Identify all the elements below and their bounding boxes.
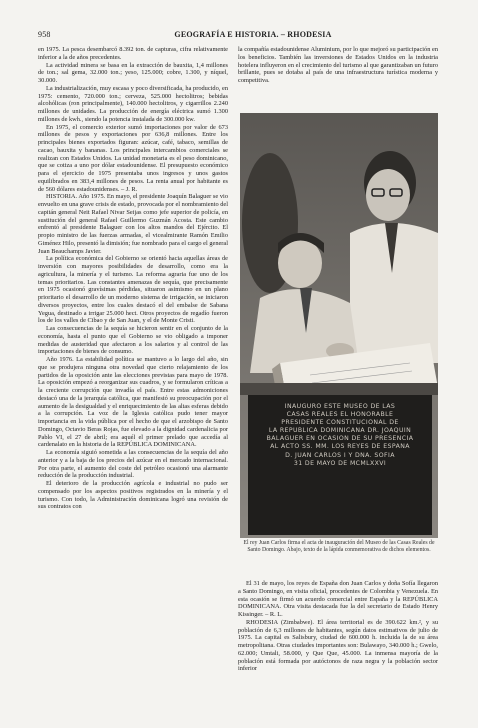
paragraph: La economía siguió sometida a las consecuencias de la sequía del año anterior y a la baja de los precios del azúcar en el mercado internacional. Por otra parte, el aumento del coste del petróleo ocasionó una alarmante reducción de la producción industrial. xyxy=(38,449,228,480)
paragraph: En 1975, el comercio exterior sumó importaciones por valor de 673 millones de pesos y exportaciones por 636,8 millones. Entre los principales bienes exportados figuran: azúcar, café, tabaco, semillas de cacao, bauxita y bananas. Los principales intercambios comerciales se realizan con Estados Unidos. La unidad monetaria es el peso dominicano, que se cotiza a uno por dólar estadounidense. El presupuesto económico para el ejercicio de 1975 presentaba unos ingresos y unos gastos equilibrados en 383,4 millones de pesos. La renta anual por habitante es de 560 dólares estadounidenses. – J. R. xyxy=(38,123,228,193)
plaque-line: D. JUAN CARLOS I Y DÑA. SOFÍA xyxy=(285,451,395,459)
page-header xyxy=(38,30,458,42)
page-number: 958 xyxy=(38,30,51,39)
paragraph-historia: HISTORIA. Año 1975. En mayo, el presidente Joaquín Balaguer se vio envuelto en una grave crisis de estado, provocada por el nombramiento del capitán general Neit Rafael Nivar Seijas como jefe superior de policía, en sustitución del general Rafael Guillermo Guzmán Acosta. Este cambio enfrentó al presidente Balaguer con los altos mandos del Ejército. El propio ministro de las fuerzas armadas, el vicealmirante Ramón Emilio Giménez Hilo, presentó la dimisión; fue nombrado para el cargo el general Juan Beauchamps Javier. xyxy=(38,193,228,255)
paragraph: El 31 de mayo, los reyes de España don Juan Carlos y doña Sofía llegaron a Santo Domingo, en visita oficial, procedentes de Colombia y Venezuela. En esta ocasión se firmó un acuerdo comercial entre España y la REPÚBLICA DOMINICANA. Otra visita destacada fue la del secretario de Estado Henry Kissinger. – R. L. xyxy=(238,580,438,618)
plaque-line: LA REPÚBLICA DOMINICANA DR. JOAQUÍN xyxy=(268,427,412,435)
plaque-line: INAUGURÓ ESTE MUSEO DE LAS xyxy=(284,403,396,410)
right-column-top xyxy=(238,46,438,110)
paragraph: en 1975. La pesca desembarcó 8.392 ton. de capturas, cifra relativamente inferior a la de años precedentes. xyxy=(38,46,228,61)
right-column-bottom xyxy=(238,580,438,708)
plaque-line: BALAGUER EN OCASIÓN DE SU PRESENCIA xyxy=(266,435,414,443)
plaque-line: CASAS REALES EL HONORABLE xyxy=(286,411,394,419)
paragraph-rhodesia: RHODESIA (Zimbabwe). El área territorial es de 390.622 km.², y su población de 6,3 millones de habitantes, según datos estimativos de julio de 1975. La capital es Salisbury, ciudad de 600.000 h. incluida la de su área metropolitana. Otras ciudades importantes son: Bulawayo, 340.000 h.; Gwelo, 62.000; Umtali, 58.000, y Que Que, 45.000. La inmensa mayoría de la población está formada por autóctonos de raza negra y la población sector inferior xyxy=(238,618,438,673)
photo-caption: El rey Juan Carlos firma el acta de inauguración del Museo de las Casas Reales de Santo Domingo. Abajo, texto de la lápida conmemorativa de dichos elementos. xyxy=(243,540,435,553)
paragraph: Las consecuencias de la sequía se hicieron sentir en el conjunto de la economía, hasta el punto que el Gobierno se vio obligado a imponer medidas de austeridad que afectaron a los salarios y al control de las importaciones de bienes de consumo. xyxy=(38,325,228,356)
commemorative-plaque xyxy=(248,395,432,535)
paragraph: La industrialización, muy escasa y poco diversificada, ha producido, en 1975: cemento, 720.000 ton.; cerveza, 525.000 hectolitros; bebidas alcohólicas (ron principalmente), 140.000 hectolitros, y cigarrillos 2.240 millones de unidades. La producción de energía eléctrica sumó 1.300 millones de kwh., siendo la potencia instalada de 300.000 kw. xyxy=(38,84,228,123)
plaque-inscription xyxy=(254,403,426,468)
left-column xyxy=(38,46,228,706)
plaque-line: AL ACTO SS. MM. LOS REYES DE ESPAÑA xyxy=(270,443,410,451)
photograph xyxy=(240,113,438,538)
paragraph: La política económica del Gobierno se orientó hacia aquellas áreas de inversión con mayores posibilidades de desarrollo, como era la agricultura, la minería y el turismo. La reforma agraria fue uno de los temas prioritarios. Las constantes amenazas de sequía, que precisamente en 1975 ocasionó gravísimas pérdidas, situaron asimismo en un plano prioritario el desarrollo de un moderno sistema de irrigación, se iniciaron diversos proyectos, entre los cuales destacó el del embalse de Sabana Yegua, destinado a irrigar 25.000 hect. Otros proyectos de regadío fueron los de los valles de Cibao y de San Juan, y el de Monte Cristi. xyxy=(38,255,228,325)
plaque-line: PRESIDENTE CONSTITUCIONAL DE xyxy=(281,419,399,427)
paragraph-ano-1976: Año 1976. La estabilidad política se mantuvo a lo largo del año, sin que se produjera ninguna otra novedad que cierto relajamiento de los partidos de la oposición ante las elecciones previstas para mayo de 1978. La oposición empezó a reorganizar sus cuadros, y se formularon críticas a la creciente corrupción que invadía el país. Entre estas admoniciones destacó una de la jerarquía católica, que manifestó su preocupación por el aumento de la desigualdad y el enriquecimiento de las altas esferas debido a la corrupción. La voz de la Iglesia católica pudo tener mayor importancia en la vida pública por el hecho de que el arzobispo de Santo Domingo, Octavio Beras Rojas, fue elevado a la dignidad cardenalicia por Pablo VI, el 27 de abril; era aquél el primer prelado que accedía al cardenalato en la historia de la REPÚBLICA DOMINICANA. xyxy=(38,356,228,449)
running-title: GEOGRAFÍA E HISTORIA. – RHODESIA xyxy=(174,30,332,39)
paragraph: El deterioro de la producción agrícola e industrial no pudo ser compensado por los aspectos positivos registrados en la minería y el turismo. Con todo, la Administración dominicana logró una revisión de sus contratos con xyxy=(38,480,228,511)
plaque-line: 31 DE MAYO DE MCMLXXVI xyxy=(293,459,387,467)
paragraph: la compañía estadounidense Aluminium, por lo que mejoró su participación en los beneficios. También las inversiones de Estados Unidos en la industria hotelera influyeron en el crecimiento del turismo al que garantizaban un futuro brillante, pues se dotaba al país de una infraestructura turística moderna y competitiva. xyxy=(238,46,438,84)
paragraph: La actividad minera se basa en la extracción de bauxita, 1,4 millones de ton.; sal gema, 32.000 ton.; yeso, 125.000; cobre, 1.300, y níquel, 30.000. xyxy=(38,61,228,84)
